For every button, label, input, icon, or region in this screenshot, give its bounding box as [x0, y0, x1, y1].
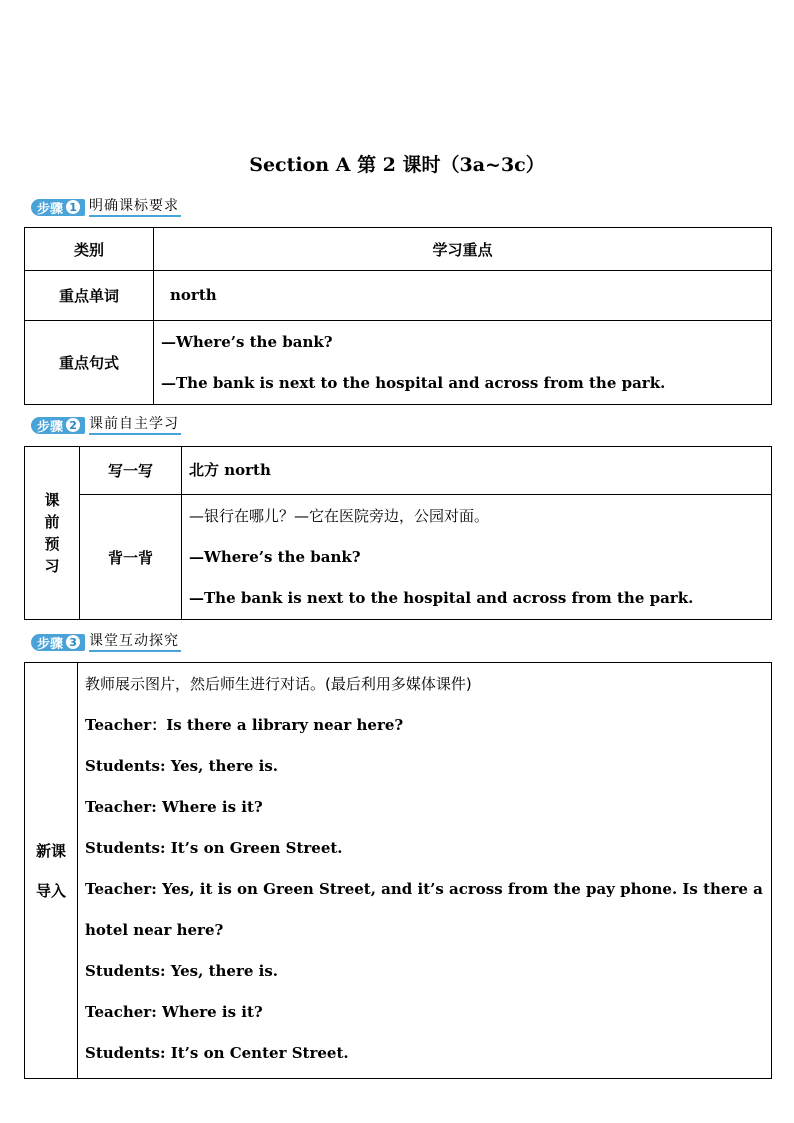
write-value: 北方 north — [189, 461, 271, 479]
step-2-heading — [31, 415, 181, 435]
dialogue-cell — [78, 663, 772, 1079]
new-lesson-label — [25, 663, 78, 1079]
dialogue-line-1: 教师展示图片，然后师生进行对话。(最后利用多媒体课件) — [85, 675, 472, 693]
page-title: Section A 第 2 课时（3a~3c） — [249, 154, 545, 176]
key-sentence-1: —Where’s the bank? — [161, 332, 333, 351]
dialogue-line-3: Students: Yes, there is. — [85, 757, 278, 775]
step-2-number: 2 — [66, 418, 80, 432]
step-1-number: 1 — [66, 200, 80, 214]
dialogue-line-7: hotel near here? — [85, 921, 224, 939]
side-char-1: 课 — [44, 491, 60, 509]
step-2-label: 课前自主学习 — [89, 416, 181, 435]
step-3-badge-text: 步骤 — [37, 636, 64, 652]
key-words-cell — [154, 271, 772, 321]
new-lesson-label-line-2: 导入 — [35, 881, 66, 900]
step-2-badge — [31, 417, 85, 434]
dialogue-line-4: Teacher: Where is it? — [85, 798, 263, 816]
side-char-3: 预 — [44, 535, 60, 553]
write-cell — [182, 447, 772, 495]
key-words-label: 重点单词 — [25, 271, 154, 321]
new-lesson-label-line-1: 新课 — [35, 841, 66, 860]
step-1-label: 明确课标要求 — [89, 198, 181, 217]
recite-cell — [182, 495, 772, 620]
preview-side-label — [25, 447, 80, 620]
write-label: 写一写 — [80, 447, 182, 495]
preview-table — [24, 446, 772, 620]
dialogue-line-10: Students: It’s on Center Street. — [85, 1044, 349, 1062]
dialogue-line-9: Teacher: Where is it? — [85, 1003, 263, 1021]
header-category: 类别 — [25, 228, 154, 271]
side-char-4: 习 — [44, 557, 60, 575]
key-sentences-label: 重点句式 — [25, 321, 154, 405]
key-sentences-cell — [154, 321, 772, 405]
step-3-heading — [31, 632, 181, 652]
step-3-number: 3 — [66, 635, 80, 649]
step-1-badge-text: 步骤 — [37, 201, 64, 217]
recite-line-2: —Where’s the bank? — [189, 547, 361, 566]
side-char-2: 前 — [44, 513, 60, 531]
recite-line-3: —The bank is next to the hospital and across from the park. — [189, 588, 694, 607]
curriculum-requirements-table — [24, 227, 772, 405]
key-word: north — [170, 286, 217, 304]
dialogue-line-8: Students: Yes, there is. — [85, 962, 278, 980]
header-learning-focus: 学习重点 — [154, 228, 772, 271]
dialogue-line-2: Teacher：Is there a library near here? — [85, 716, 404, 734]
step-3-label: 课堂互动探究 — [89, 633, 181, 652]
recite-label: 背一背 — [80, 495, 182, 620]
dialogue-line-6: Teacher: Yes, it is on Green Street, and it’s across from the pay phone. Is there a — [85, 880, 763, 898]
dialogue-line-5: Students: It’s on Green Street. — [85, 839, 343, 857]
class-interaction-table — [24, 662, 772, 1079]
key-sentence-2: —The bank is next to the hospital and across from the park. — [161, 373, 666, 392]
step-3-badge — [31, 634, 85, 651]
step-1-badge — [31, 199, 85, 216]
step-1-heading — [31, 197, 181, 217]
recite-line-1: —银行在哪儿？—它在医院旁边，公园对面。 — [189, 506, 490, 525]
step-2-badge-text: 步骤 — [37, 419, 64, 435]
